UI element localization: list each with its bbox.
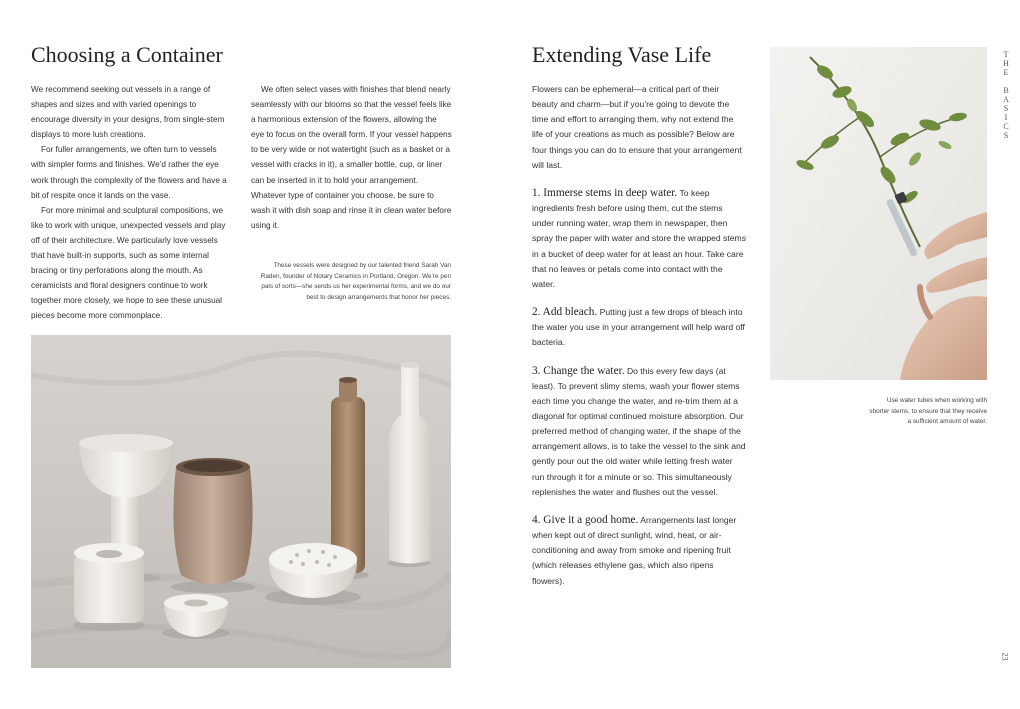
section-label-letter: S [1003,131,1011,140]
section-label-letter [1000,77,1014,86]
section-label-letter: T [1003,50,1011,59]
vessels-photo [31,335,451,668]
section-label-letter: H [1003,59,1011,68]
section-label-letter: I [1004,113,1010,122]
step-body: Do this every few days (at least). To prevent slimy stems, wash your flower stems each time you change the water, and re-trim them at a diagonal for optimal continued moisture absorption. Our preferred method of changing water, if the shape of the arrangement allows, is to take the vessel to the sink and gently pour out the old water while letting fresh water run through it for a minute or so. This simultaneously replenishes the water and flushes out the vessel. [532,365,746,497]
section-label-letter: B [1003,86,1011,95]
step-2 [532,305,746,350]
step-heading: 4. Give it a good home. [532,513,639,526]
paragraph: We often select vases with finishes that blend nearly seamlessly with our blooms so that the vessel feels like a harmonious extension of the flowers, allowing the eye to focus on the overall form. If your vessel happens to be very wide or not watertight (such as a basket or a vessel with cracks in it), a smaller bottle, cup, or liner can be inserted in it to hold your arrangement. Whatever type of container you choose, be sure to wash it with dish soap and rinse it in clean water before using it. [251,85,452,230]
step-heading: 1. Immerse stems in deep water. [532,186,678,199]
step-body: Arrangements last longer when kept out of direct sunlight, wind, heat, or air-conditioning and away from smoke and ripening fruit (which releases ethylene gas, which also ripens flowers). [532,514,737,586]
vessels-caption: These vessels were designed by our talented friend Sarah Van Raden, founder of Notary Ceramics in Portland, Oregon. We’re pen pals of sorts—she sends us her experimental forms, and we do our best to design arrangements that honor her pieces. [260,262,451,301]
left-column-2 [251,82,452,233]
step-3 [532,364,746,500]
section-label-letter: C [1003,122,1011,131]
left-column-1 [31,82,233,324]
page-number: 23 [1000,652,1010,661]
step-4 [532,513,746,589]
water-tube-photo [770,47,987,380]
paragraph: We recommend seeking out vessels in a range of shapes and sizes and with varied openings to encourage diversity in your designs, from single-stem displays to more lush creations. [31,85,225,140]
section-label-letter: A [1003,95,1011,104]
paragraph: For more minimal and sculptural compositions, we like to work with unique, unexpected vessels and play off of their architecture. We particularly love vessels that have built-in supports, such as some internal bracing or tiny perforations along the mouth. As ceramicists and floral designers continue to work together more closely, we hope to see these unusual pieces become more commonplace. [31,205,226,321]
step-heading: 3. Change the water. [532,364,625,377]
step-heading: 2. Add bleach. [532,306,598,319]
step-1 [532,186,746,292]
left-page-title: Choosing a Container [31,42,223,67]
right-column [532,82,746,589]
step-body: To keep ingredients fresh before using them, cut the stems under running water, wrap them in newspaper, then spray the paper with water and store the wrapped stems in a bucket of deep water for at least an hour. Take care that no leaves or petals come into contact with the water. [532,187,747,289]
step-body: Putting just a few drops of bleach into the water you use in your arrangement will help ward off bacteria. [532,307,745,348]
right-page-title: Extending Vase Life [532,42,712,67]
section-label-letter: S [1003,104,1011,113]
paragraph: For fuller arrangements, we often turn to vessels with simpler forms and finishes. We’d rather the eye work through the complexity of the flowers and have a bit of respite once it lands on the vase. [31,145,227,200]
hands-with-greenery-illustration [770,47,987,380]
ceramic-vessels-illustration [31,335,451,668]
section-label-letter: E [1003,68,1011,77]
intro-paragraph: Flowers can be ephemeral—a critical part of their beauty and charm—but if you’re going to devote the time and effort to arranging them, why not extend the life of your creations as much as possible? Below are four things you can do to ensure that your arrangement will last. [532,84,742,170]
section-label-letters [1000,50,1014,140]
water-tube-caption: Use water tubes when working with shorter stems, to ensure that they receive a sufficient amount of water. [869,397,987,426]
section-label [1000,50,1014,140]
